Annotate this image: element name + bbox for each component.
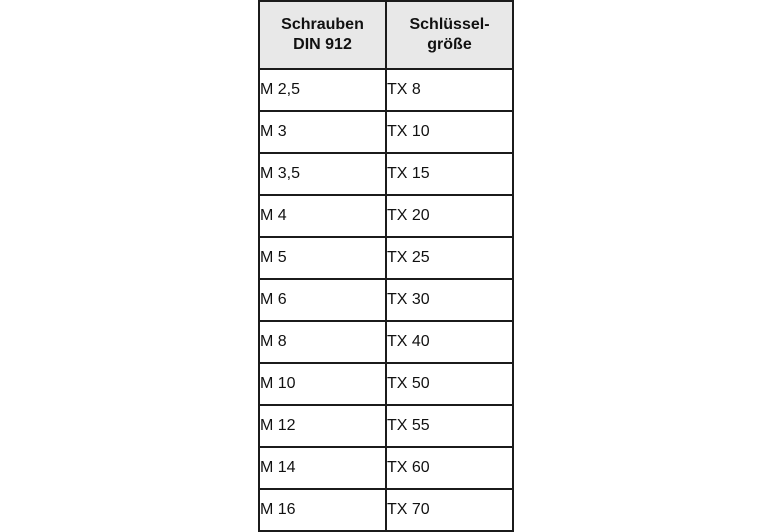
cell-key: TX 55 — [386, 405, 513, 447]
cell-key: TX 60 — [386, 447, 513, 489]
table-row — [259, 153, 513, 195]
table-row — [259, 447, 513, 489]
cell-screw: M 10 — [259, 363, 386, 405]
spec-table-container — [258, 0, 508, 532]
header-key-size-line2: größe — [427, 36, 472, 53]
cell-screw: M 5 — [259, 237, 386, 279]
table-row — [259, 195, 513, 237]
cell-key: TX 50 — [386, 363, 513, 405]
header-screws-line2: DIN 912 — [293, 36, 352, 53]
cell-screw: M 3 — [259, 111, 386, 153]
table-row — [259, 405, 513, 447]
header-cell-key-size — [386, 1, 513, 69]
cell-screw: M 16 — [259, 489, 386, 531]
header-screws-line1: Schrauben — [281, 16, 364, 33]
header-key-size-line1: Schlüssel- — [409, 16, 490, 33]
cell-key: TX 40 — [386, 321, 513, 363]
cell-screw: M 3,5 — [259, 153, 386, 195]
header-row — [259, 1, 513, 69]
cell-key: TX 20 — [386, 195, 513, 237]
screw-key-size-table — [258, 0, 514, 532]
table-header — [259, 1, 513, 69]
table-row — [259, 237, 513, 279]
cell-key: TX 8 — [386, 69, 513, 111]
cell-screw: M 2,5 — [259, 69, 386, 111]
table-row — [259, 111, 513, 153]
cell-key: TX 70 — [386, 489, 513, 531]
table-row — [259, 69, 513, 111]
table-row — [259, 489, 513, 531]
cell-screw: M 8 — [259, 321, 386, 363]
cell-key: TX 25 — [386, 237, 513, 279]
table-row — [259, 279, 513, 321]
cell-key: TX 15 — [386, 153, 513, 195]
table-body — [259, 69, 513, 531]
table-row — [259, 363, 513, 405]
table-row — [259, 321, 513, 363]
cell-screw: M 12 — [259, 405, 386, 447]
cell-screw: M 6 — [259, 279, 386, 321]
cell-screw: M 14 — [259, 447, 386, 489]
cell-screw: M 4 — [259, 195, 386, 237]
cell-key: TX 30 — [386, 279, 513, 321]
cell-key: TX 10 — [386, 111, 513, 153]
header-cell-screws — [259, 1, 386, 69]
